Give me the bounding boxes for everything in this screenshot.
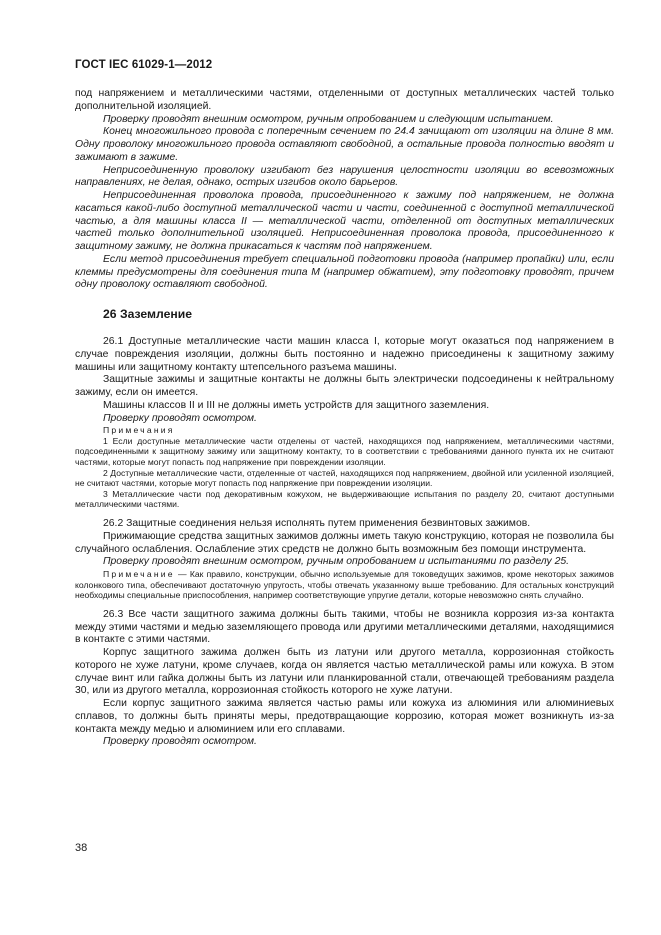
paragraph-top-4: Неприсоединенную проволоку изгибают без нарушения целостности изоляции во всевозможных направлениях, не делая, однако, острых изгибов около барьеров.: [75, 164, 614, 189]
section-title: 26 Заземление: [103, 307, 193, 321]
paragraph-26-2-2: Прижимающие средства защитных зажимов должны иметь такую конструкцию, которая не позволила бы случайного ослабления. Ослабление этих средств не должно быть возможным без помощи инструмента.: [75, 530, 614, 555]
page-header-standard: ГОСТ IEC 61029-1—2012: [75, 59, 213, 71]
paragraph-top-6: Если метод присоединения требует специальной подготовки провода (например пропайки) или, если клеммы предусмотрены для соединения типа М (например обжатием), эту подготовку проводят, причем одну проволоку оставляют свободной.: [75, 253, 614, 291]
paragraph-26-3-2: Корпус защитного зажима должен быть из латуни или другого металла, коррозионная стойкость которого не хуже латуни, кроме случаев, когда он является частью металлической рамы или кожуха. В этом случае винт или гайка должны быть из латуни или планкированной стали, отвечающей требованиям раздела 30, или из другого металла, коррозионная стойкость которого не хуже латуни.: [75, 647, 614, 697]
paragraph-26-1-3: Машины классов II и III не должны иметь устройств для защитного заземления.: [103, 399, 490, 411]
note-26-2: [75, 569, 614, 601]
note-26-2-heading: Примечание: [103, 569, 175, 579]
paragraph-26-3-4: Проверку проводят осмотром.: [103, 736, 257, 748]
page-body: [75, 88, 614, 749]
paragraph-26-1-1: 26.1 Доступные металлические части машин класса I, которые могут оказаться под напряжением в случае повреждения изоляции, должны быть постоянно и надежно присоединены к защитному зажиму машины или защитному контакту штепсельного разъема машины.: [75, 336, 614, 373]
note-1: 1 Если доступные металлические части отделены от частей, находящихся под напряжением, металлическими частями, подсоединенными к защитному зажиму или защитному контакту, то в соответствии с требованиями данного пункта их не считают частями, которые могут попасть под напряжение при повреждении изоляции.: [75, 435, 614, 468]
paragraph-top-2: Проверку проводят внешним осмотром, ручным опробованием и следующим испытанием.: [103, 113, 554, 125]
paragraph-top-3: Конец многожильного провода с поперечным сечением по 24.4 зачищают от изоляции на длине 8 мм. Одну проволоку многожильного провода оставляют свободной, а остальные провода полностью вводят и зажимают в зажиме.: [75, 126, 614, 163]
note-3: 3 Металлические части под декоративным кожухом, не выдерживающие испытания по разделу 20, считают доступными металлическими частями.: [75, 488, 614, 510]
paragraph-26-2-3: Проверку проводят внешним осмотром, ручным опробованием и испытаниями по разделу 25.: [103, 556, 570, 568]
paragraph-26-1-2: Защитные зажимы и защитные контакты не должны быть электрически подсоединены к нейтральному зажиму, если он имеется.: [75, 374, 614, 398]
notes-heading: Примечания: [103, 425, 175, 436]
paragraph-26-3-1: 26.3 Все части защитного зажима должны быть такими, чтобы не возникла коррозия из-за контакта между этими частями и медью заземляющего провода или другими металлическими деталями, находящимися в контакте с этими частями.: [75, 608, 614, 646]
note-26-2-text: — Как правило, конструкции, обычно используемые для токоведущих зажимов, кроме некоторых зажимов колонкового типа, обеспечивают достаточную упругость, чтобы отвечать указанному выше требованию. Для остальных конструкций необходимы специальные приспособления, например соответствующие упругие детали, которые невозможно снять случайно.: [75, 569, 614, 601]
page-number: 38: [75, 842, 88, 854]
paragraph-26-3-3: Если корпус защитного зажима является частью рамы или кожуха из алюминия или алюминиевых сплавов, то должны быть приняты меры, предотвращающие коррозию, которая может возникнуть из-за контакта между медью и алюминием или его сплавами.: [75, 698, 614, 735]
paragraph-top-1: под напряжением и металлическими частями, отделенными от доступных металлических частей только дополнительной изоляцией.: [75, 88, 614, 112]
note-2: 2 Доступные металлические части, отделенные от частей, находящихся под напряжением, двойной или усиленной изоляцией, не считают частями, которые могут попасть под напряжение при повреждении изоляции.: [75, 467, 614, 489]
paragraph-26-2-1: 26.2 Защитные соединения нельзя исполнять путем применения безвинтовых зажимов.: [103, 518, 531, 529]
paragraph-26-1-4: Проверку проводят осмотром.: [103, 412, 257, 424]
paragraph-top-5: Неприсоединенная проволока провода, присоединенного к зажиму под напряжением, не должна касаться какой-либо доступной металлической части и части, соединенной с доступной металлической частью, а для машины класса II — металлической части, отделенной от доступных металлических частей только дополнительной изоляцией. Неприсоединенная проволока провода, присоединенного к защитному зажиму, не должна прикасаться к частям под напряжением.: [75, 190, 614, 252]
